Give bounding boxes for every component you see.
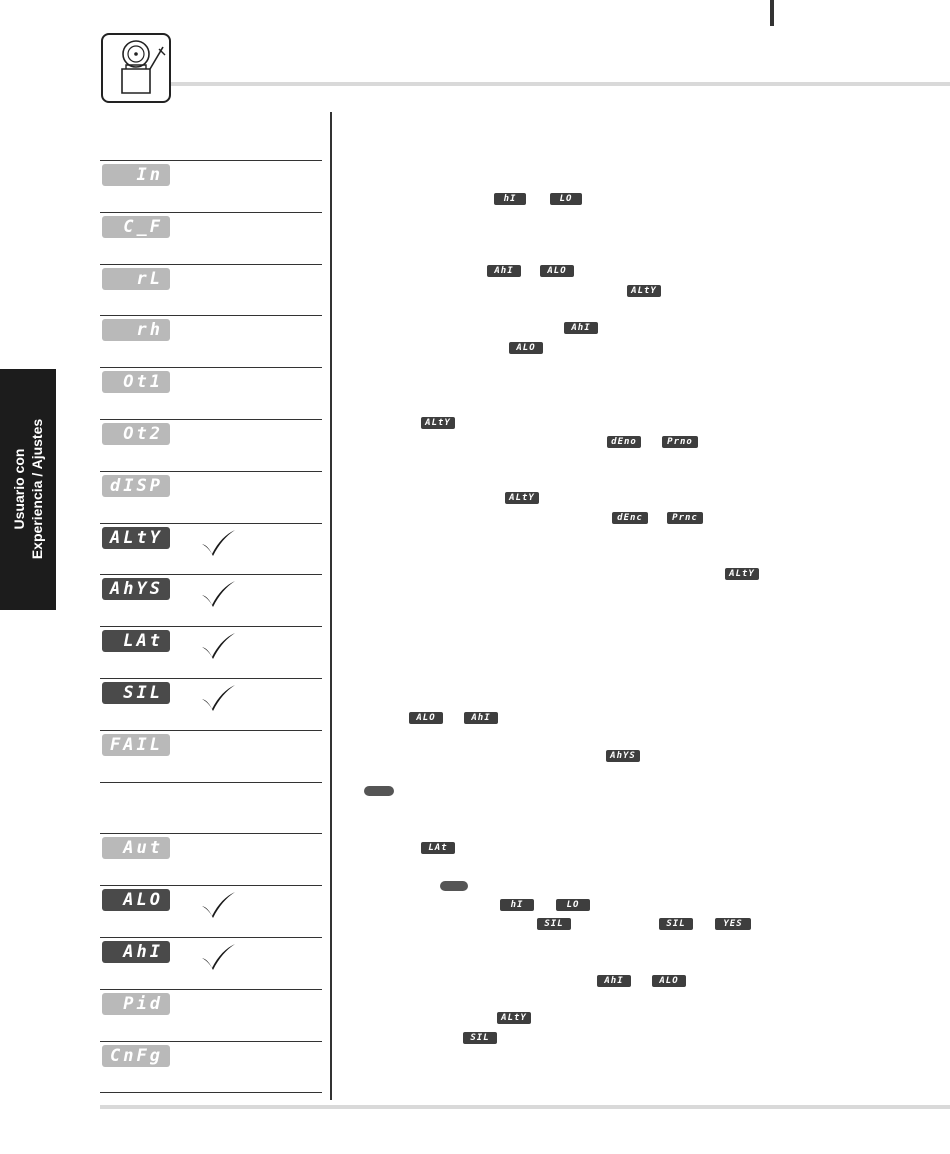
inline-lcd-tag: ALtY bbox=[627, 285, 661, 297]
menu-lcd-code: rh bbox=[102, 319, 170, 341]
menu-lcd-code: Pid bbox=[102, 993, 170, 1015]
inline-lcd-tag: ALtY bbox=[505, 492, 539, 504]
menu-row-divider bbox=[100, 523, 322, 524]
header-rule bbox=[170, 82, 950, 86]
menu-lcd-code: Ot2 bbox=[102, 423, 170, 445]
menu-row-divider bbox=[100, 885, 322, 886]
menu-lcd-code: Ot1 bbox=[102, 371, 170, 393]
menu-lcd-code: FAIL bbox=[102, 734, 170, 756]
inline-lcd-tag: SIL bbox=[537, 918, 571, 930]
top-marker-bar bbox=[770, 0, 774, 26]
menu-row-divider bbox=[100, 160, 322, 161]
menu-row-divider bbox=[100, 782, 322, 783]
section-side-tab bbox=[0, 369, 56, 610]
inline-lcd-tag: ALtY bbox=[421, 417, 455, 429]
menu-lcd-code: rL bbox=[102, 268, 170, 290]
inline-lcd-tag: SIL bbox=[463, 1032, 497, 1044]
menu-row-divider bbox=[100, 315, 322, 316]
check-mark-icon bbox=[200, 684, 236, 717]
inline-lcd-tag: ALO bbox=[540, 265, 574, 277]
menu-row-divider bbox=[100, 1041, 322, 1042]
inline-lcd-tag: Prno bbox=[662, 436, 698, 448]
menu-lcd-code: dISP bbox=[102, 475, 170, 497]
menu-row-divider bbox=[100, 833, 322, 834]
check-mark-icon bbox=[200, 891, 236, 924]
inline-lcd-tag: LO bbox=[550, 193, 582, 205]
menu-row-divider bbox=[100, 574, 322, 575]
alarm-bell-icon bbox=[101, 33, 171, 103]
menu-lcd-code: ALtY bbox=[102, 527, 170, 549]
inline-lcd-tag: ALtY bbox=[725, 568, 759, 580]
menu-row-divider bbox=[100, 730, 322, 731]
menu-row-divider bbox=[100, 937, 322, 938]
menu-lcd-code: SIL bbox=[102, 682, 170, 704]
menu-row-divider bbox=[100, 212, 322, 213]
menu-lcd-code: In bbox=[102, 164, 170, 186]
menu-lcd-code: CnFg bbox=[102, 1045, 170, 1067]
inline-lcd-tag: dEnc bbox=[612, 512, 648, 524]
menu-row-divider bbox=[100, 367, 322, 368]
check-mark-icon bbox=[200, 580, 236, 613]
menu-row-divider bbox=[100, 419, 322, 420]
inline-lcd-tag: AhI bbox=[487, 265, 521, 277]
inline-lcd-tag: dEno bbox=[607, 436, 641, 448]
inline-lcd-tag: AhI bbox=[464, 712, 498, 724]
menu-row-divider bbox=[100, 678, 322, 679]
footer-rule bbox=[100, 1105, 950, 1109]
inline-lcd-tag: ALO bbox=[409, 712, 443, 724]
inline-lcd-tag: hI bbox=[500, 899, 534, 911]
inline-lcd-tag: AhI bbox=[597, 975, 631, 987]
menu-row-divider bbox=[100, 264, 322, 265]
side-tab-line2: Experiencia / Ajustes bbox=[29, 418, 45, 560]
check-mark-icon bbox=[200, 632, 236, 665]
inline-lcd-tag: ALO bbox=[509, 342, 543, 354]
side-tab-line1: Usuario con bbox=[11, 448, 27, 530]
menu-row-divider bbox=[100, 989, 322, 990]
inline-lcd-tag: LO bbox=[556, 899, 590, 911]
inline-lcd-tag: SIL bbox=[659, 918, 693, 930]
menu-row-divider bbox=[100, 471, 322, 472]
inline-lcd-tag: ALtY bbox=[497, 1012, 531, 1024]
inline-lcd-tag: Prnc bbox=[667, 512, 703, 524]
key-marker-icon bbox=[440, 881, 468, 891]
menu-lcd-code: AhYS bbox=[102, 578, 170, 600]
menu-row-divider bbox=[100, 626, 322, 627]
menu-lcd-code: ALO bbox=[102, 889, 170, 911]
inline-lcd-tag: YES bbox=[715, 918, 751, 930]
inline-lcd-tag: AhYS bbox=[606, 750, 640, 762]
inline-lcd-tag: LAt bbox=[421, 842, 455, 854]
menu-row-divider bbox=[100, 1092, 322, 1093]
check-mark-icon bbox=[200, 943, 236, 976]
menu-lcd-code: C_F bbox=[102, 216, 170, 238]
key-marker-icon bbox=[364, 786, 394, 796]
inline-lcd-tag: hI bbox=[494, 193, 526, 205]
inline-lcd-tag: AhI bbox=[564, 322, 598, 334]
menu-lcd-code: AhI bbox=[102, 941, 170, 963]
check-mark-icon bbox=[200, 529, 236, 562]
column-divider bbox=[330, 112, 332, 1100]
menu-lcd-code: LAt bbox=[102, 630, 170, 652]
menu-lcd-code: Aut bbox=[102, 837, 170, 859]
inline-lcd-tag: ALO bbox=[652, 975, 686, 987]
